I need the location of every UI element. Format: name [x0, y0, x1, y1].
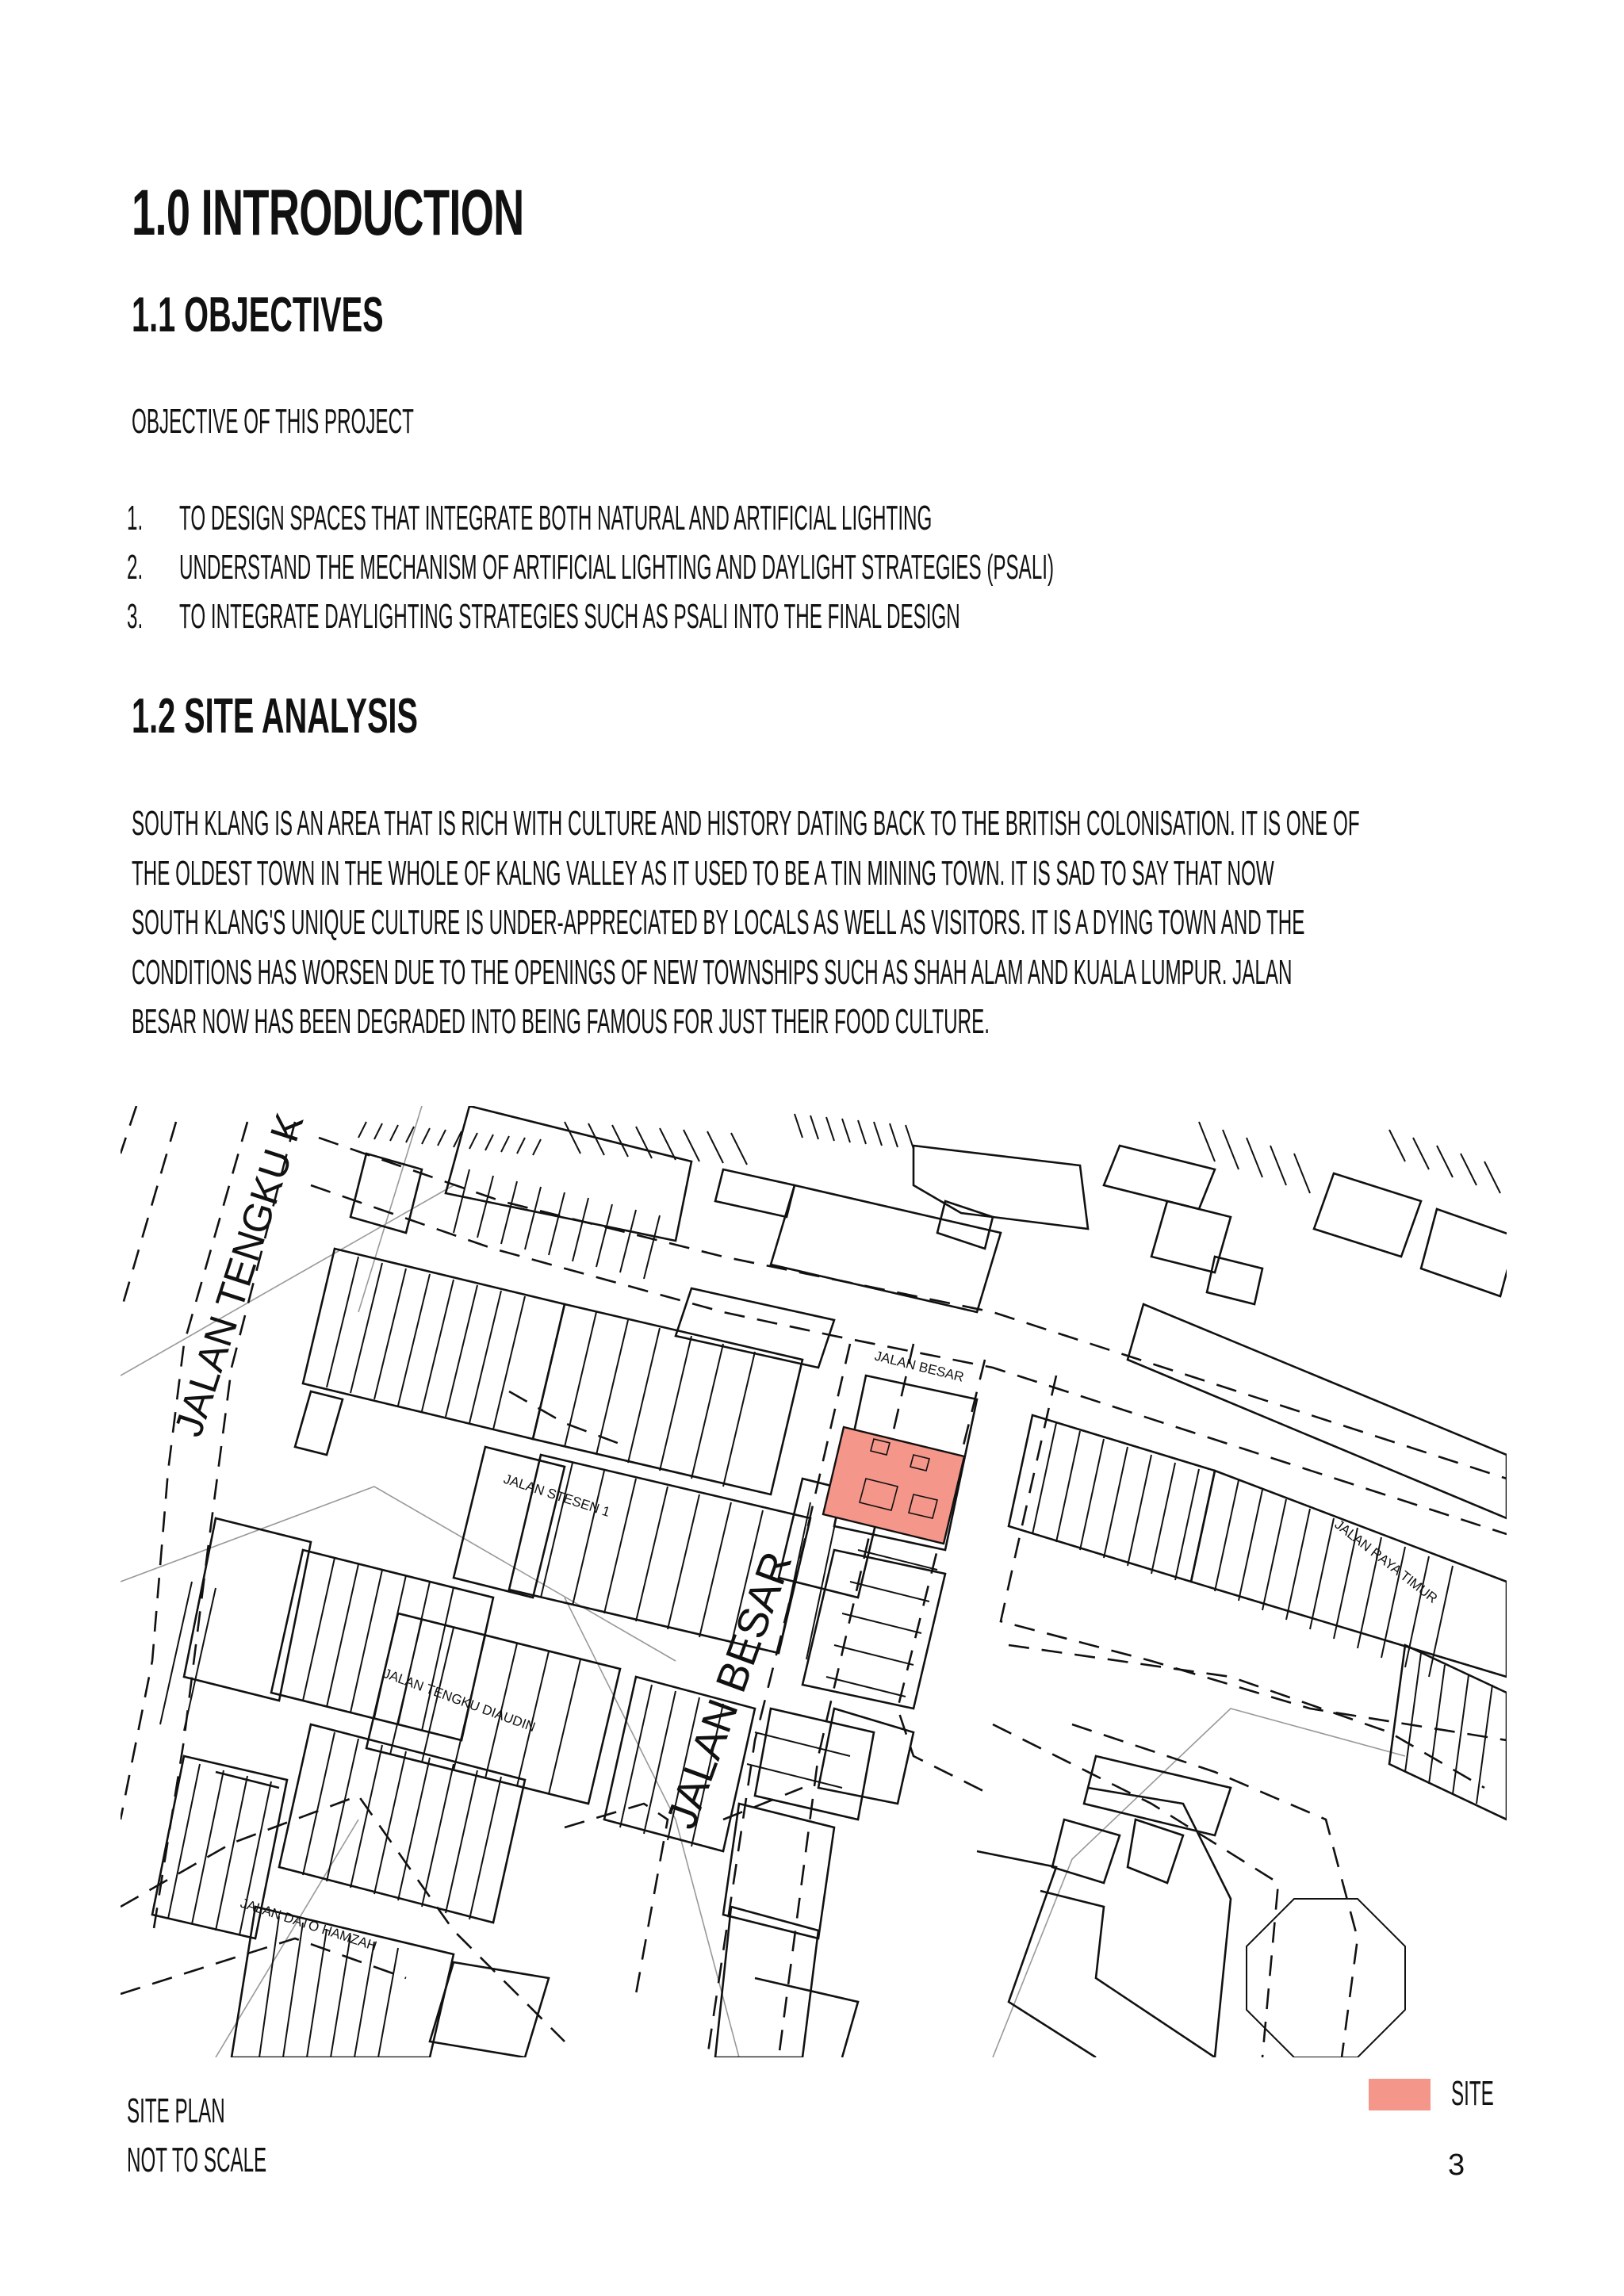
site-plan-caption [127, 2087, 266, 2185]
street-label-jalan-tengku-diaudin: JALAN TENGKU DIAUDIN [381, 1665, 538, 1735]
site-highlight [823, 1427, 964, 1544]
street-label-jalan-dato-hamzah: JALAN DATO HAMZAH [238, 1895, 379, 1954]
objective-number: 1. [127, 499, 144, 538]
legend-site-label: SITE [1451, 2074, 1494, 2113]
street-label-jalan-raya-timur: JALAN RAYA TIMUR [1331, 1517, 1441, 1606]
paragraph-line: SOUTH KLANG'S UNIQUE CULTURE IS UNDER-APPRECIATED BY LOCALS AS WELL AS VISITORS. IT IS A DYING TOWN AND THE [132, 903, 1305, 942]
legend-site-swatch [1369, 2079, 1431, 2110]
objective-text: TO DESIGN SPACES THAT INTEGRATE BOTH NATURAL AND ARTIFICIAL LIGHTING [179, 499, 933, 538]
paragraph-line: THE OLDEST TOWN IN THE WHOLE OF KALNG VALLEY AS IT USED TO BE A TIN MINING TOWN. IT IS SAD TO SAY THAT NOW [132, 853, 1274, 893]
paragraph-line: BESAR NOW HAS BEEN DEGRADED INTO BEING FAMOUS FOR JUST THEIR FOOD CULTURE. [132, 1002, 990, 1041]
objective-text: TO INTEGRATE DAYLIGHTING STRATEGIES SUCH AS PSALI INTO THE FINAL DESIGN [179, 597, 960, 636]
paragraph-line: SOUTH KLANG IS AN AREA THAT IS RICH WITH CULTURE AND HISTORY DATING BACK TO THE BRITISH COLONISATION. IT IS ONE OF [132, 804, 1360, 843]
site-analysis-paragraph [132, 799, 1614, 1047]
site-analysis-heading: 1.2 SITE ANALYSIS [132, 689, 418, 744]
street-label-jalan-stesen: JALAN STESEN 1 [501, 1471, 612, 1521]
road-edges [121, 1106, 1507, 2057]
objectives-heading: 1.1 OBJECTIVES [132, 288, 384, 342]
street-label-jalan-besar: JALAN BESAR [657, 1545, 802, 1835]
objectives-intro: OBJECTIVE OF THIS PROJECT [132, 402, 414, 441]
caption-title: SITE PLAN [127, 2091, 225, 2130]
street-label-jalan-tengku: JALAN TENGKU K [166, 1108, 312, 1442]
octagon-structure [1247, 1899, 1405, 2057]
paragraph-line: CONDITIONS HAS WORSEN DUE TO THE OPENINGS OF NEW TOWNSHIPS SUCH AS SHAH ALAM AND KUALA LUMPUR. JALAN [132, 952, 1293, 992]
top-fringe-hatch [358, 1114, 1500, 1193]
section-title: 1.0 INTRODUCTION [132, 177, 524, 249]
objective-number: 3. [127, 597, 144, 636]
site-plan-drawing [121, 1106, 1507, 2057]
page-number: 3 [1448, 2149, 1465, 2182]
objective-text: UNDERSTAND THE MECHANISM OF ARTIFICIAL LIGHTING AND DAYLIGHT STRATEGIES (PSALI) [179, 548, 1055, 587]
street-label-jalan-besar-north: JALAN BESAR [873, 1348, 966, 1385]
building-blocks [152, 1106, 1507, 2057]
objective-number: 2. [127, 548, 144, 587]
site-plan-map [121, 1106, 1507, 2057]
caption-scale-note: NOT TO SCALE [127, 2141, 267, 2179]
